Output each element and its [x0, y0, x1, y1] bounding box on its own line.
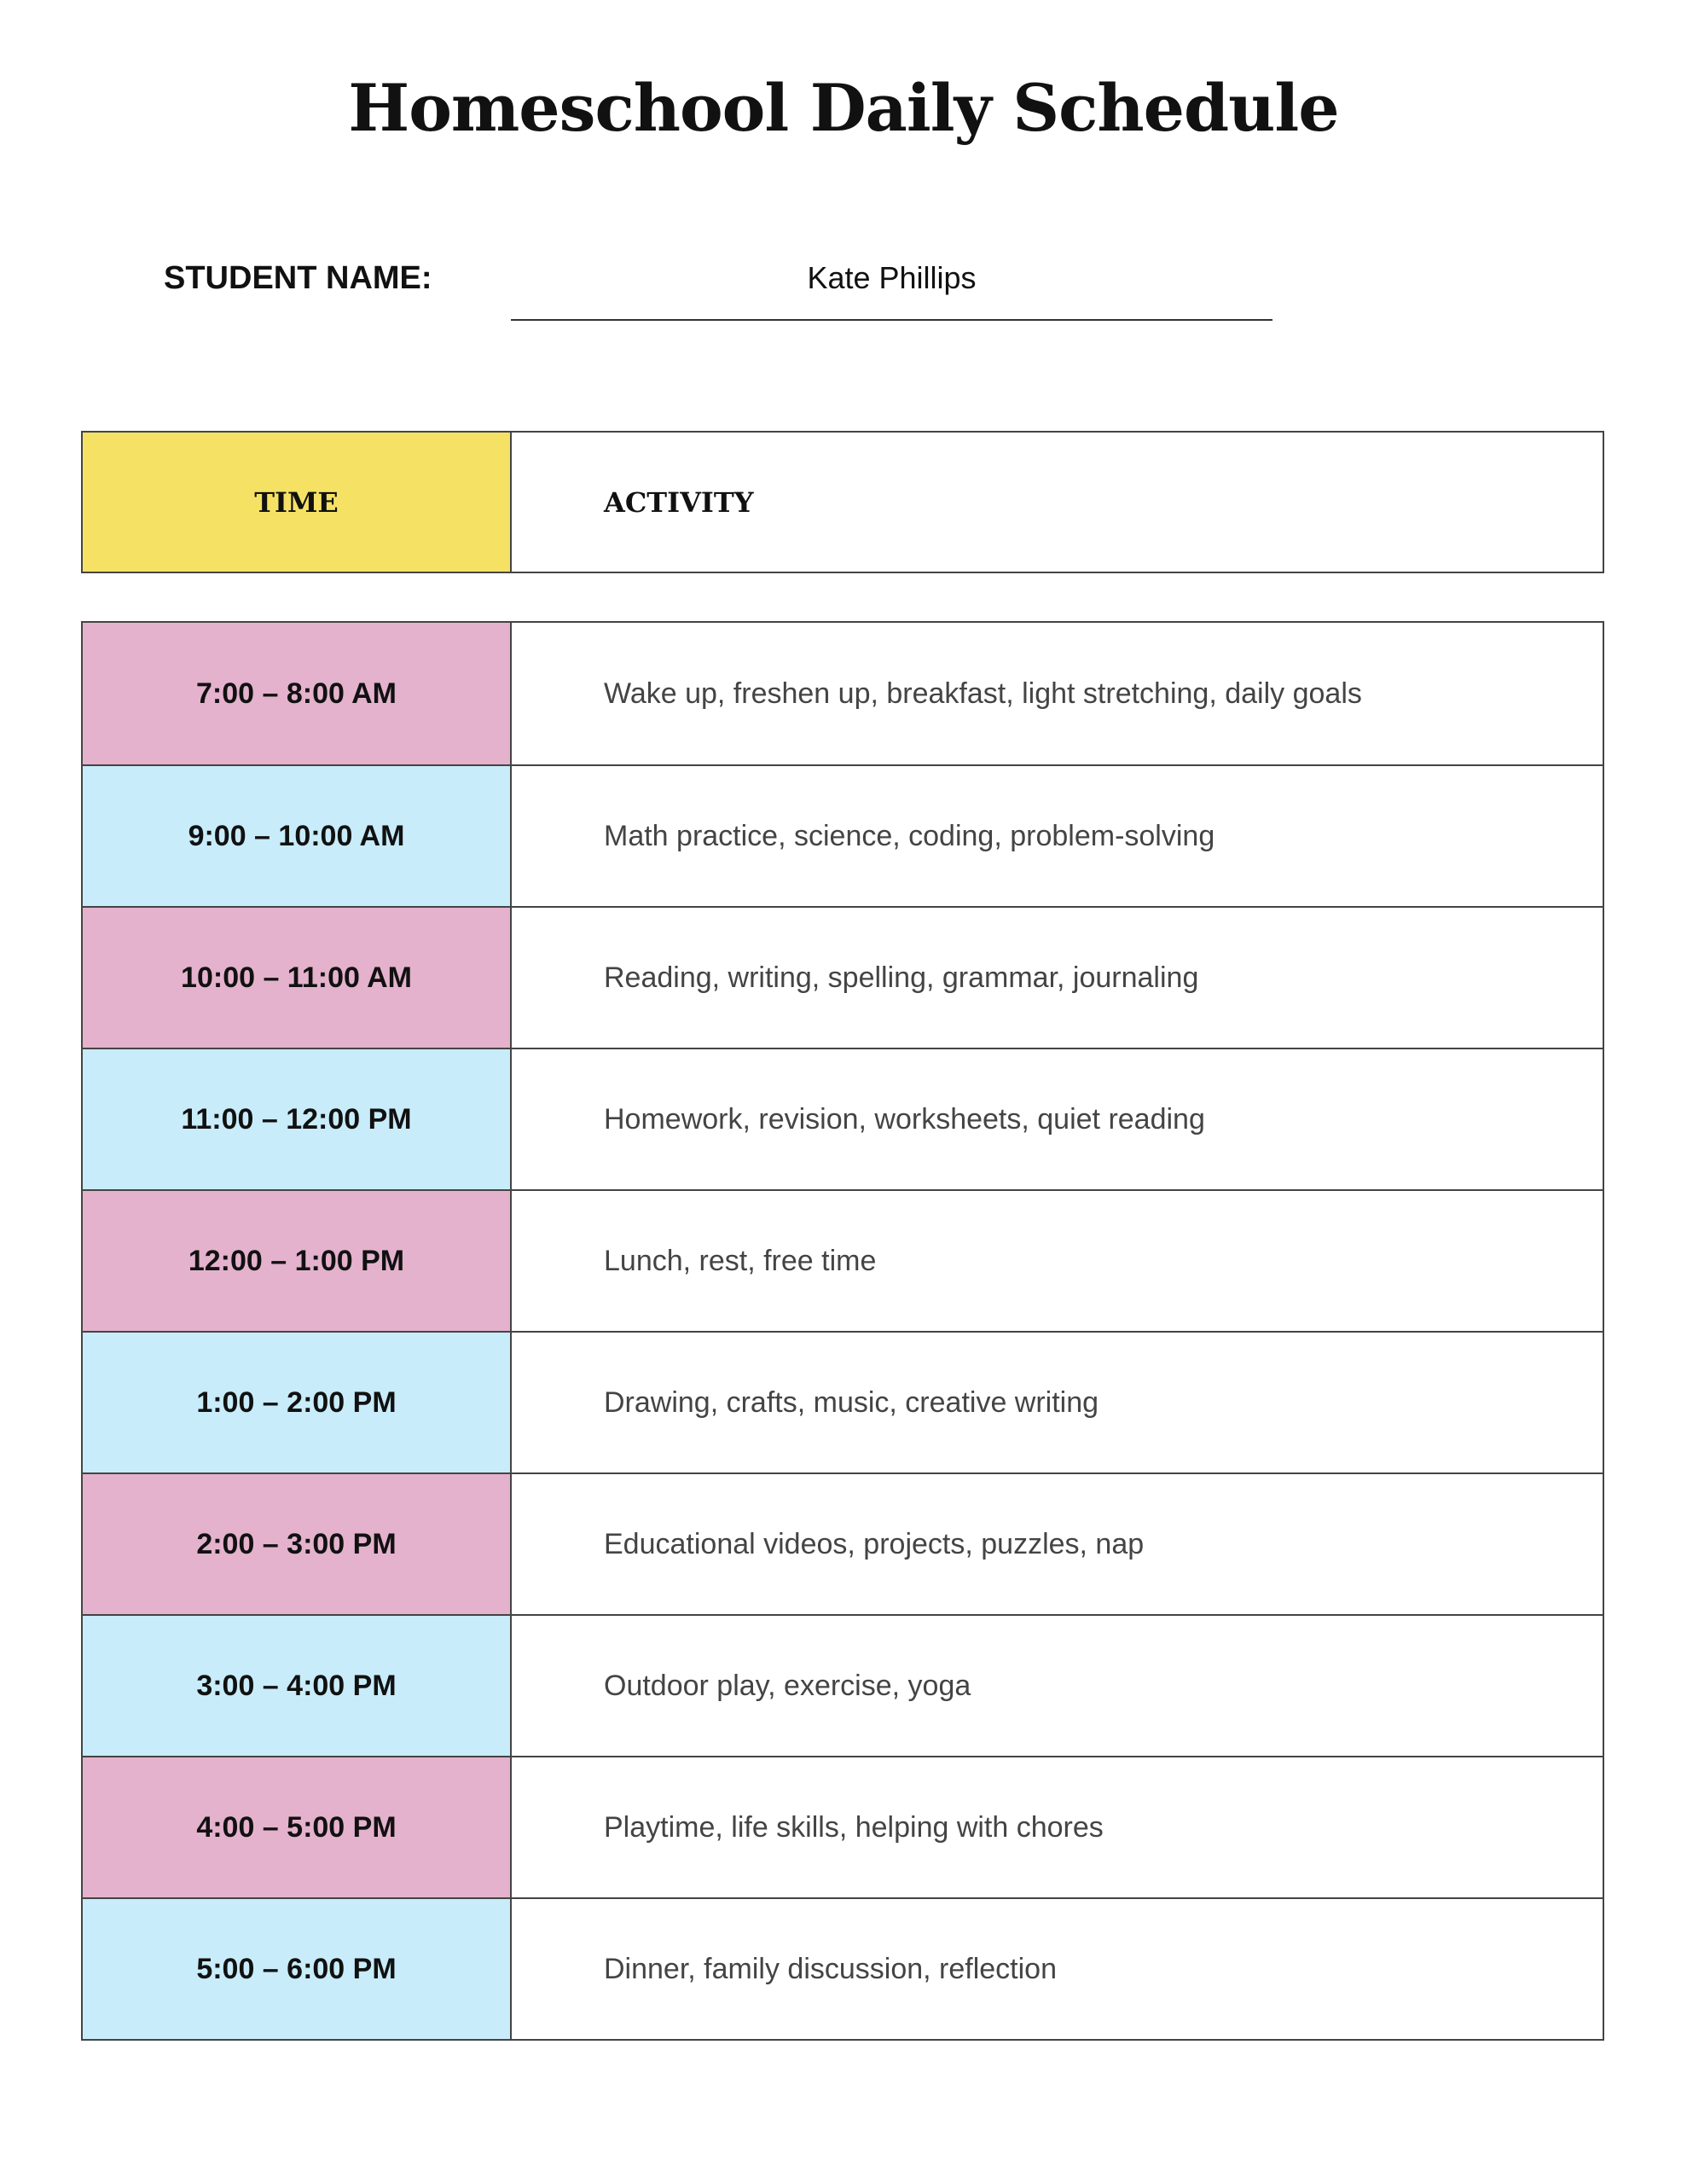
- schedule-row: [83, 764, 1603, 906]
- schedule-row: [83, 1331, 1603, 1472]
- schedule-row: [83, 1189, 1603, 1331]
- time-cell: 12:00 – 1:00 PM: [83, 1191, 512, 1331]
- time-cell: 2:00 – 3:00 PM: [83, 1474, 512, 1614]
- time-cell: 10:00 – 11:00 AM: [83, 908, 512, 1048]
- schedule-table: [81, 621, 1604, 2041]
- time-cell: 7:00 – 8:00 AM: [83, 623, 512, 764]
- activity-cell[interactable]: Outdoor play, exercise, yoga: [604, 1669, 971, 1702]
- activity-cell[interactable]: Dinner, family discussion, reflection: [604, 1952, 1058, 1985]
- student-name-underline: [511, 319, 1272, 321]
- activity-cell[interactable]: Drawing, crafts, music, creative writing: [604, 1385, 1099, 1419]
- time-cell: 9:00 – 10:00 AM: [83, 766, 512, 906]
- time-cell: 5:00 – 6:00 PM: [83, 1899, 512, 2039]
- activity-cell[interactable]: Wake up, freshen up, breakfast, light stretching, daily goals: [604, 677, 1362, 710]
- student-name-label: STUDENT NAME:: [164, 260, 432, 296]
- activity-cell[interactable]: Educational videos, projects, puzzles, nap: [604, 1527, 1145, 1560]
- header-time: TIME: [83, 433, 512, 572]
- activity-cell[interactable]: Reading, writing, spelling, grammar, journaling: [604, 961, 1199, 994]
- schedule-row: [83, 1756, 1603, 1897]
- header-activity: ACTIVITY: [604, 485, 754, 519]
- schedule-row: [83, 1614, 1603, 1756]
- time-cell: 11:00 – 12:00 PM: [83, 1049, 512, 1189]
- activity-cell[interactable]: Lunch, rest, free time: [604, 1244, 877, 1277]
- activity-cell[interactable]: Playtime, life skills, helping with chores: [604, 1810, 1104, 1844]
- time-cell: 1:00 – 2:00 PM: [83, 1333, 512, 1472]
- page-title: Homeschool Daily Schedule: [348, 70, 1339, 146]
- activity-cell[interactable]: Homework, revision, worksheets, quiet reading: [604, 1102, 1205, 1136]
- schedule-row: [83, 1472, 1603, 1614]
- activity-cell[interactable]: Math practice, science, coding, problem-solving: [604, 819, 1215, 852]
- schedule-header: [81, 431, 1604, 573]
- student-name-field[interactable]: Kate Phillips: [807, 260, 977, 295]
- schedule-row: [83, 623, 1603, 764]
- time-cell: 4:00 – 5:00 PM: [83, 1757, 512, 1897]
- schedule-row: [83, 1897, 1603, 2039]
- schedule-row: [83, 1048, 1603, 1189]
- time-cell: 3:00 – 4:00 PM: [83, 1616, 512, 1756]
- schedule-row: [83, 906, 1603, 1048]
